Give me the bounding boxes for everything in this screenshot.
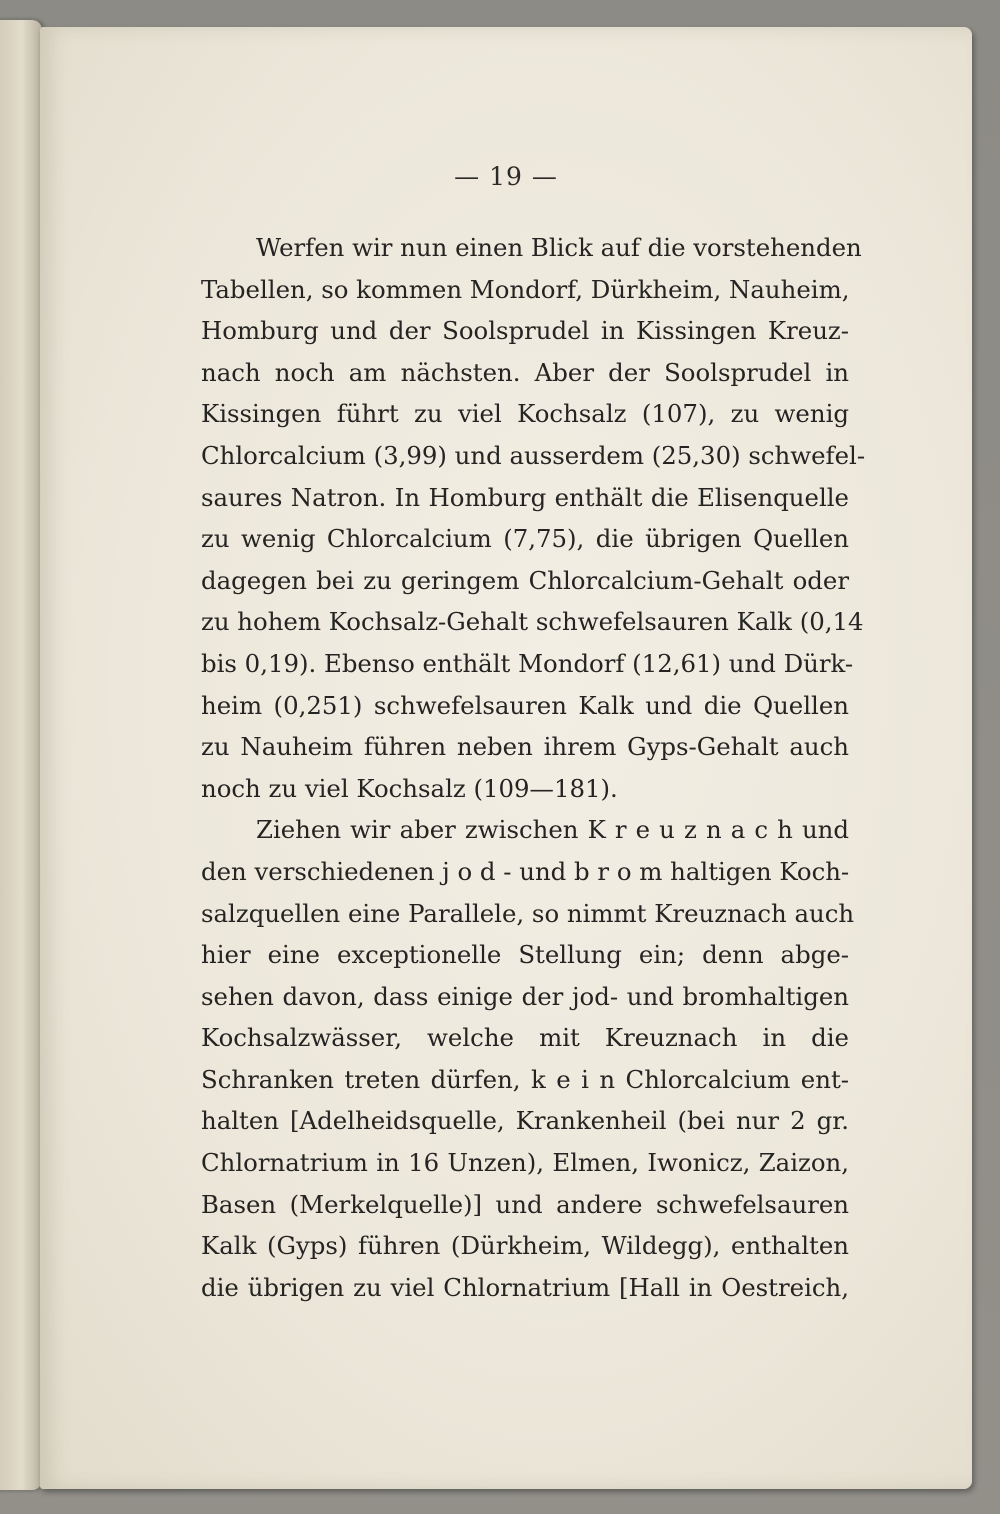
text-line: Kalk (Gyps) führen (Dürkheim, Wildegg), enthalten xyxy=(201,1231,849,1261)
page-number: — 19 — xyxy=(454,162,558,191)
text-line: den verschiedenen j o d - und b r o m haltigen Koch- xyxy=(201,856,850,886)
paragraph xyxy=(201,227,866,809)
text-line: zu Nauheim führen neben ihrem Gyps-Gehalt auch xyxy=(201,732,849,762)
text-line: Kissingen führt zu viel Kochsalz (107), zu wenig xyxy=(201,399,849,429)
text-line: sehen davon, dass einige der jod- und bromhaltigen xyxy=(201,981,849,1011)
text-line: zu hohem Kochsalz-Gehalt schwefelsauren Kalk (0,14 xyxy=(201,607,864,637)
text-line: hier eine exceptionelle Stellung ein; denn abge- xyxy=(201,940,849,970)
left-page-edge xyxy=(0,20,42,1490)
text-line: halten [Adelheidsquelle, Krankenheil (bei nur 2 gr. xyxy=(201,1106,849,1136)
text-line: nach noch am nächsten. Aber der Soolsprudel in xyxy=(201,357,849,387)
text-line: die übrigen zu viel Chlornatrium [Hall in Oestreich, xyxy=(201,1272,849,1302)
text-line: Basen (Merkelquelle)] und andere schwefelsauren xyxy=(201,1189,849,1219)
text-line: heim (0,251) schwefelsauren Kalk und die Quellen xyxy=(201,690,849,720)
text-line: Chlornatrium in 16 Unzen), Elmen, Iwonicz, Zaizon, xyxy=(201,1148,849,1178)
text-line: Werfen wir nun einen Blick auf die vorstehenden xyxy=(256,233,862,262)
text-line: salzquellen eine Parallele, so nimmt Kreuznach auch xyxy=(201,898,855,928)
text-line: bis 0,19). Ebenso enthält Mondorf (12,61) und Dürk- xyxy=(201,648,854,678)
text-line: Ziehen wir aber zwischen K r e u z n a c h und xyxy=(256,815,849,845)
text-line: Kochsalzwässer, welche mit Kreuznach in die xyxy=(201,1023,849,1053)
paragraph xyxy=(201,809,855,1308)
text-line: zu wenig Chlorcalcium (7,75), die übrigen Quellen xyxy=(201,524,849,554)
text-line: Homburg und der Soolsprudel in Kissingen Kreuz- xyxy=(201,316,849,346)
text-line: Tabellen, so kommen Mondorf, Dürkheim, Nauheim, xyxy=(201,274,850,304)
text-line: dagegen bei zu geringem Chlorcalcium-Gehalt oder xyxy=(201,565,849,595)
text-line: noch zu viel Kochsalz (109—181). xyxy=(201,773,618,803)
text-line: Chlorcalcium (3,99) und ausserdem (25,30) schwefel- xyxy=(201,440,866,470)
text-line: Schranken treten dürfen, k e i n Chlorcalcium ent- xyxy=(201,1064,849,1094)
text-line: saures Natron. In Homburg enthält die Elisenquelle xyxy=(201,482,849,512)
book-page xyxy=(40,27,972,1489)
page-body xyxy=(201,227,866,1308)
